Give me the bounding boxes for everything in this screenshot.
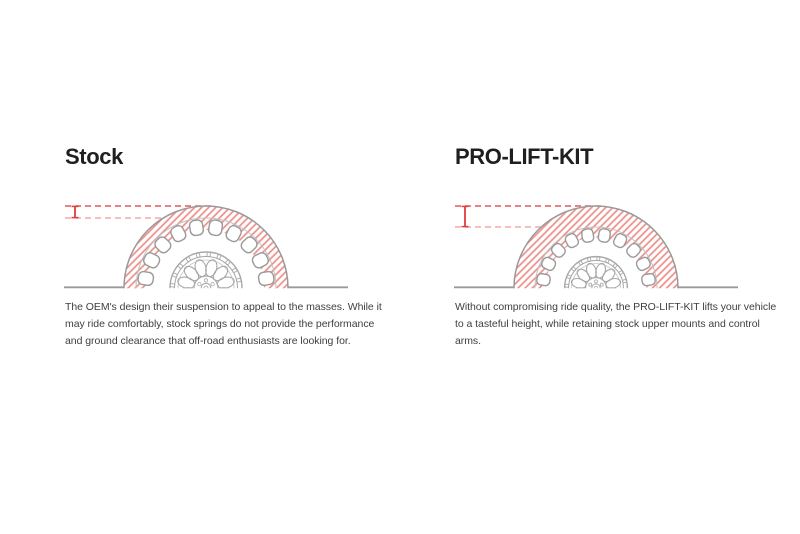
panel-title-pro-lift-kit: PRO-LIFT-KIT xyxy=(455,144,594,169)
wheel-clearance-diagram-pro-lift-kit xyxy=(450,190,790,294)
wheel-group xyxy=(514,206,678,294)
panel-stock xyxy=(60,0,400,534)
panel-description-pro-lift-kit: Without compromising ride quality, the PRO-LIFT-KIT lifts your vehicle to a tasteful height, while retaining stock upper mounts and control arms. xyxy=(455,301,777,347)
panel-title-stock: Stock xyxy=(65,144,123,169)
lift-gap-dimension-marker xyxy=(72,206,79,217)
lift-gap-dimension-marker xyxy=(462,206,469,226)
panel-description-stock: The OEM's design their suspension to appeal to the masses. While it may ride comfortably, stock springs do not provide the performance and ground clearance that off-road enthusiasts are looking for. xyxy=(65,301,382,347)
panel-pro-lift-kit xyxy=(450,0,790,534)
wheel-group xyxy=(124,206,288,294)
wheel-clearance-diagram-stock xyxy=(60,190,400,294)
